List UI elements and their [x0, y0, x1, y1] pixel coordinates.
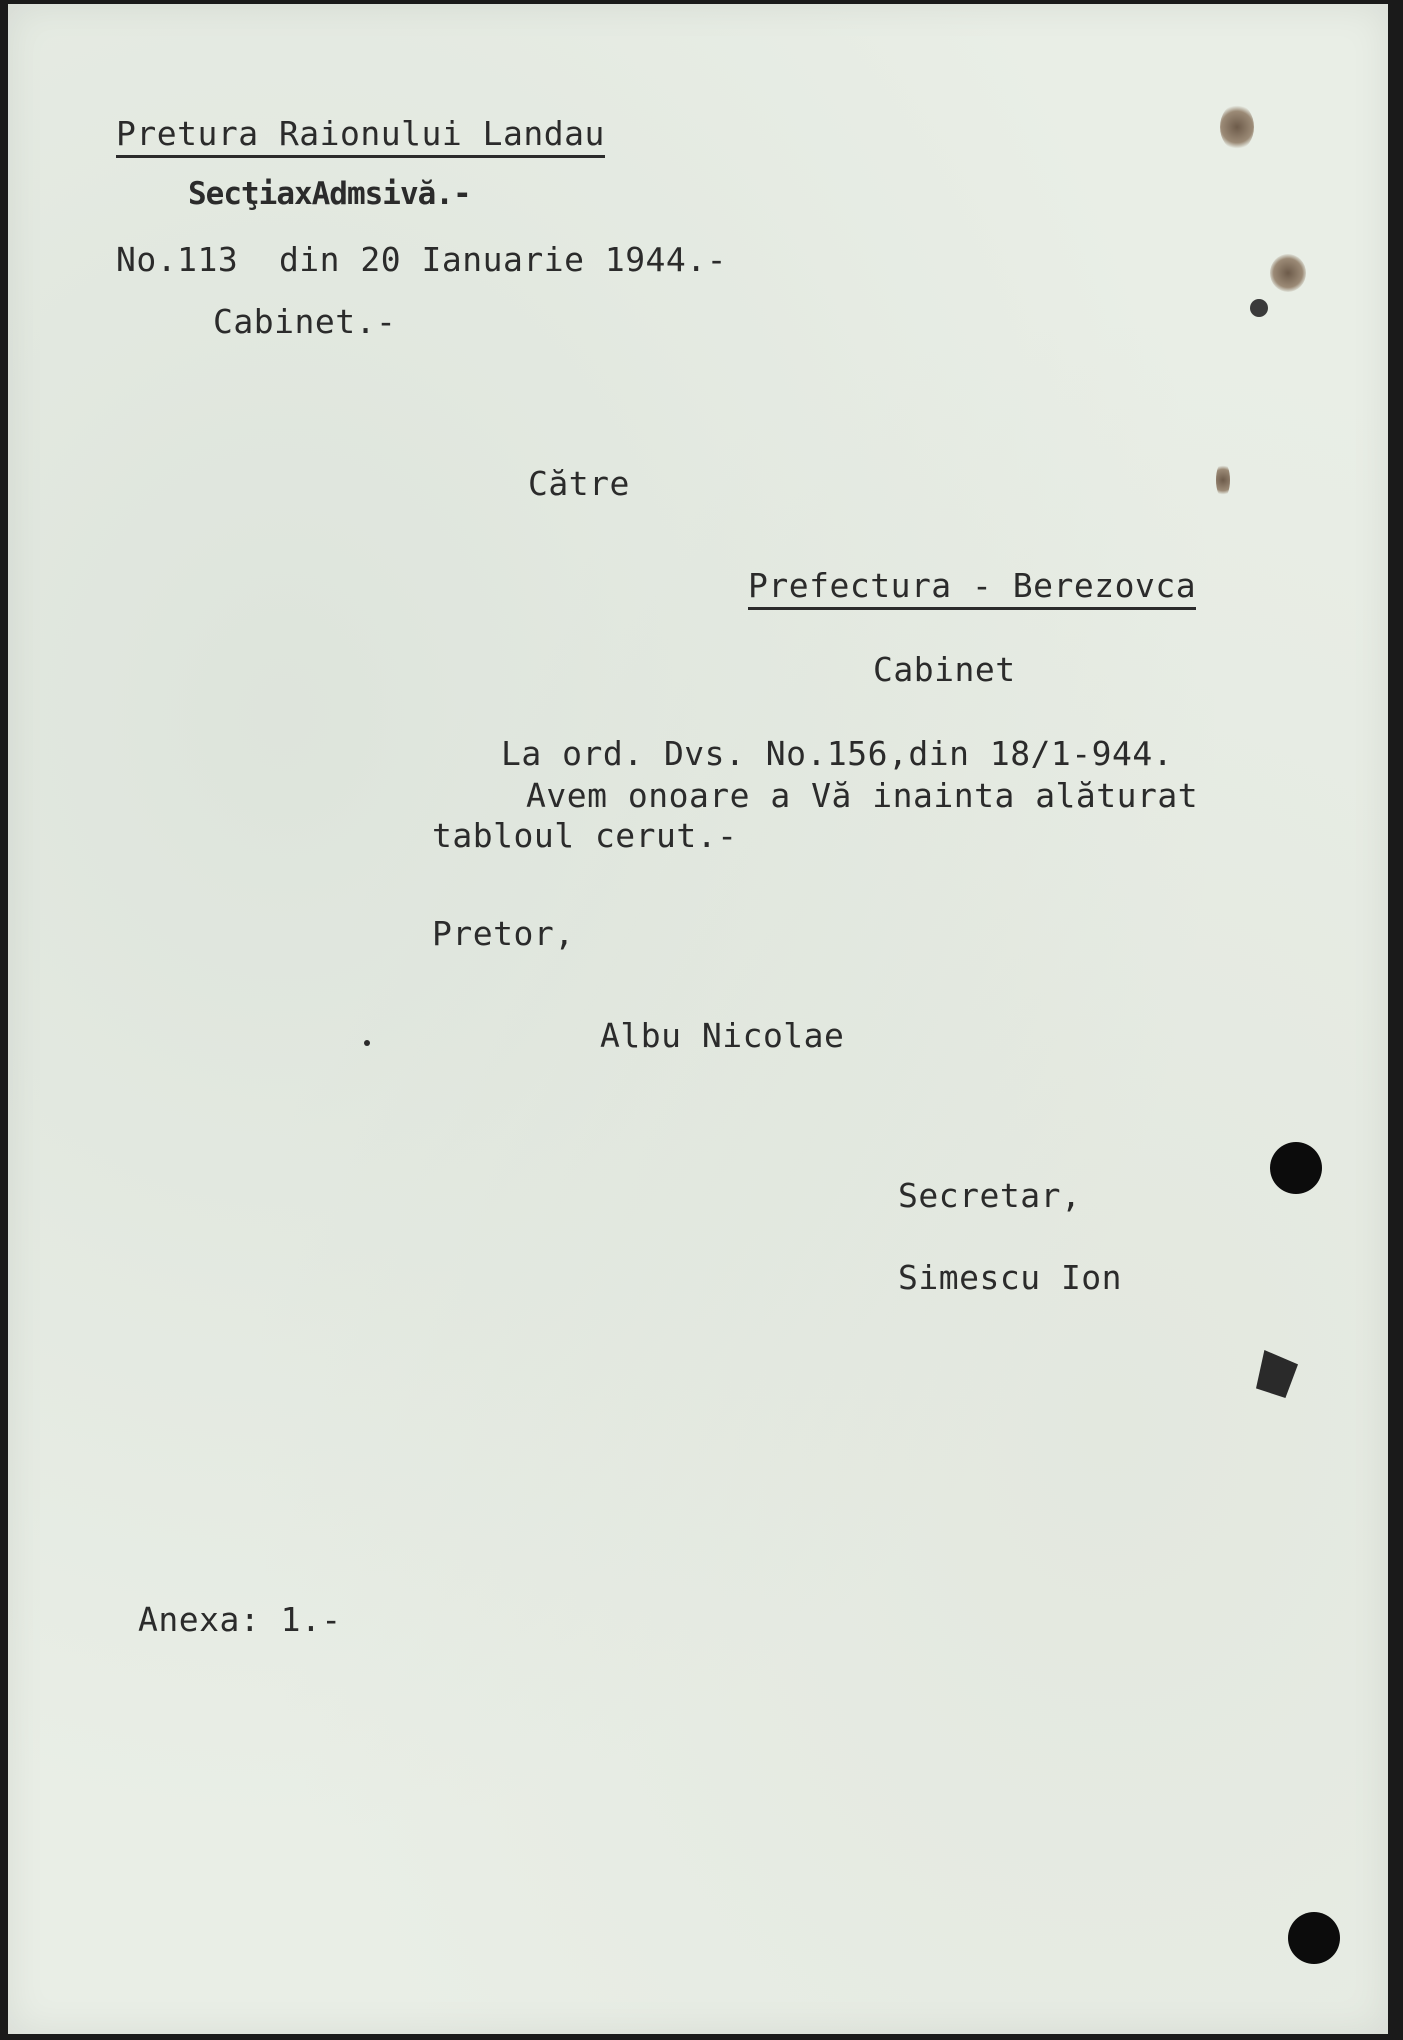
pretor-name: Albu Nicolae: [600, 1016, 845, 1055]
ink-dot: [364, 1040, 370, 1046]
to-label: Către: [528, 464, 630, 503]
document-page: [8, 4, 1388, 2034]
recipient-name: Prefectura - Berezovca: [748, 566, 1196, 610]
annex-label: Anexa: 1.-: [138, 1600, 342, 1639]
header-department: Cabinet.-: [213, 302, 397, 341]
secretar-title: Secretar,: [898, 1176, 1082, 1215]
recipient-department: Cabinet: [873, 650, 1016, 689]
stain-mark: [1270, 254, 1306, 292]
punch-hole: [1288, 1912, 1340, 1964]
body-line-3: tabloul cerut.-: [432, 816, 738, 855]
body-line-2: Avem onoare a Vă inainta alăturat: [526, 776, 1199, 815]
secretar-name: Simescu Ion: [898, 1258, 1123, 1297]
body-line-1: La ord. Dvs. No.156,din 18/1-944.: [501, 734, 1174, 773]
stain-mark: [1216, 462, 1230, 498]
punch-hole: [1270, 1142, 1322, 1194]
paper-tear: [1256, 1350, 1298, 1398]
office-heading: Pretura Raionului Landau: [116, 114, 605, 158]
punch-hole-small: [1250, 299, 1268, 317]
pretor-title: Pretor,: [432, 914, 575, 953]
stain-mark: [1220, 104, 1254, 150]
reference-number: No.113 din 20 Ianuarie 1944.-: [116, 240, 728, 279]
struck-out-section: SecţiaxAdmsivă.-: [188, 176, 471, 212]
